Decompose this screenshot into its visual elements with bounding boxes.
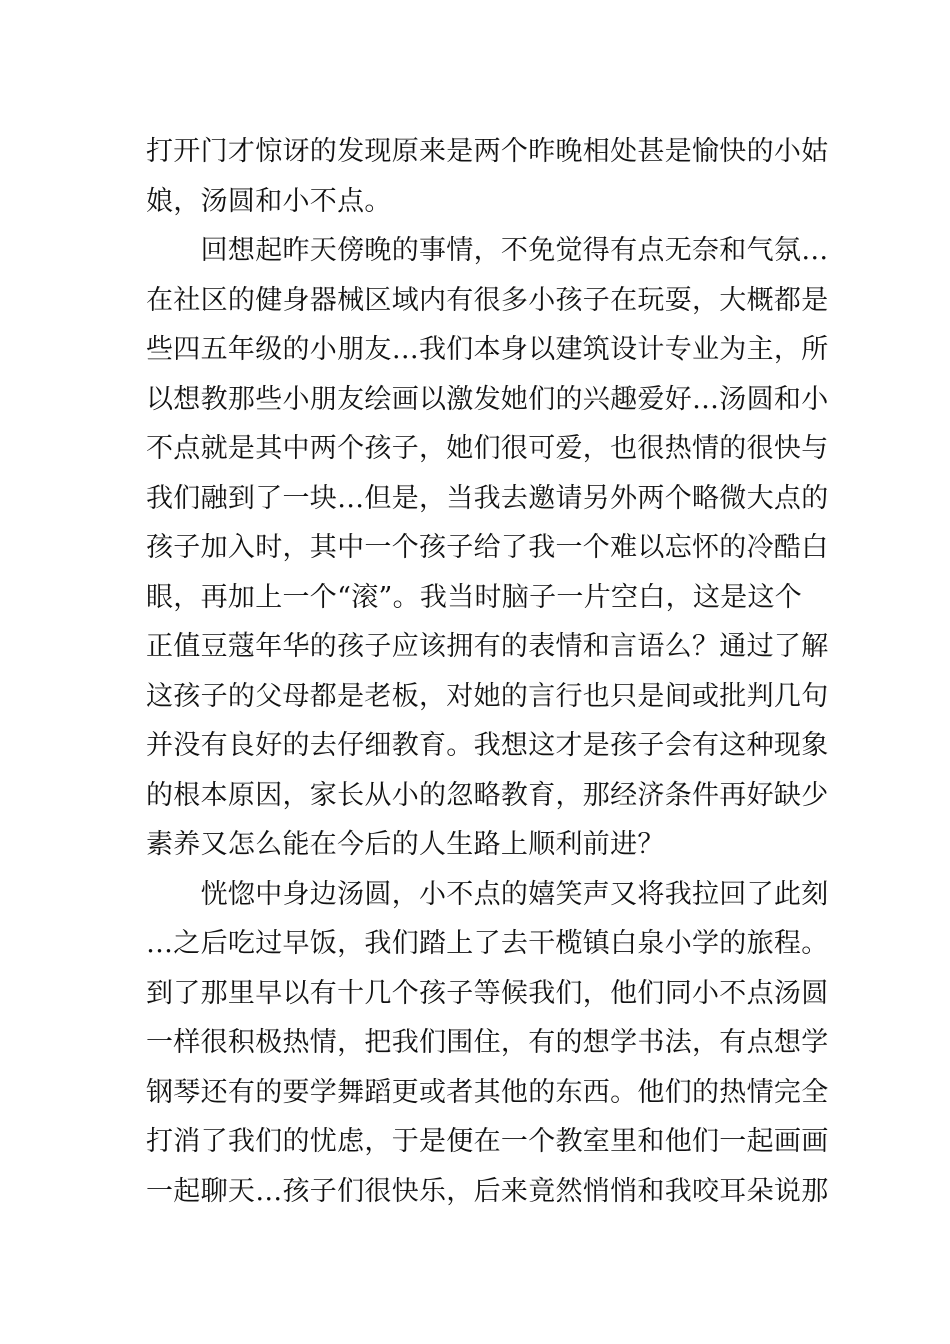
text-line: 并没有良好的去仔细教育。我想这才是孩子会有这种现象	[146, 730, 829, 761]
body-text	[146, 127, 829, 1216]
text-line: 恍惚中身边汤圆，小不点的嬉笑声又将我拉回了此刻	[146, 878, 829, 910]
text-line: 不点就是其中两个孩子，她们很可爱，也很热情的很快与	[146, 433, 829, 464]
text-line: 在社区的健身器械区域内有很多小孩子在玩耍，大概都是	[146, 284, 829, 316]
text-line: …之后吃过早饭，我们踏上了去干榄镇白泉小学的旅程。	[146, 928, 829, 959]
text-line: 我们融到了一块…但是，当我去邀请另外两个略微大点的	[146, 482, 829, 514]
text-line: 到了那里早以有十几个孩子等候我们，他们同小不点汤圆	[146, 977, 829, 1009]
text-line: 正值豆蔻年华的孩子应该拥有的表情和言语么？通过了解	[146, 631, 829, 662]
text-line: 娘，汤圆和小不点。	[146, 185, 392, 217]
text-line: 一样很积极热情，把我们围住，有的想学书法，有点想学	[146, 1027, 829, 1058]
text-line: 回想起昨天傍晚的事情，不免觉得有点无奈和气氛…	[146, 235, 829, 266]
text-line: 的根本原因，家长从小的忽略教育，那经济条件再好缺少	[146, 779, 829, 811]
text-line: 些四五年级的小朋友…我们本身以建筑设计专业为主，所	[146, 334, 829, 365]
text-line: 素养又怎么能在今后的人生路上顺利前进？	[146, 829, 665, 860]
text-line: 孩子加入时，其中一个孩子给了我一个难以忘怀的冷酷白	[146, 532, 829, 563]
text-line: 以想教那些小朋友绘画以激发她们的兴趣爱好…汤圆和小	[146, 383, 829, 415]
text-line: 这孩子的父母都是老板，对她的言行也只是间或批判几句	[146, 680, 829, 712]
text-line: 打开门才惊讶的发现原来是两个昨晚相处甚是愉快的小姑	[146, 136, 829, 167]
text-line: 一起聊天…孩子们很快乐，后来竟然悄悄和我咬耳朵说那	[146, 1175, 829, 1207]
text-line: 眼，再加上一个“滚”。我当时脑子一片空白，这是这个	[146, 581, 803, 613]
text-line: 钢琴还有的要学舞蹈更或者其他的东西。他们的热情完全	[146, 1076, 829, 1108]
text-line: 打消了我们的忧虑，于是便在一个教室里和他们一起画画	[146, 1126, 829, 1157]
